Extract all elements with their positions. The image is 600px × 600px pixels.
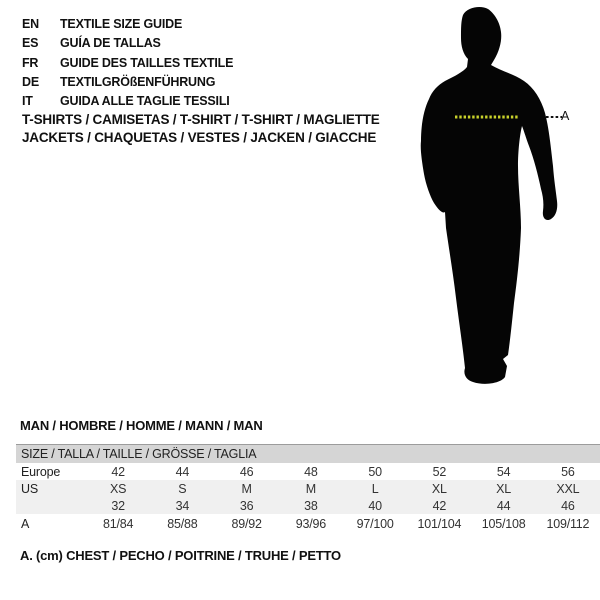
table-cell: 89/92 xyxy=(231,516,262,531)
language-code: FR xyxy=(22,55,39,70)
language-list xyxy=(22,15,233,111)
row-label: A xyxy=(21,516,30,531)
table-row-us-numbers xyxy=(16,497,600,514)
garment-line-jackets: JACKETS / CHAQUETAS / VESTES / JACKEN / GIACCHE xyxy=(22,129,377,145)
section-title-man: MAN / HOMBRE / HOMME / MANN / MAN xyxy=(20,418,263,433)
table-cell: 32 xyxy=(111,498,125,513)
measure-label-a: A xyxy=(561,109,570,123)
table-cell: 50 xyxy=(368,464,382,479)
guide-title: TEXTILE SIZE GUIDE xyxy=(60,17,183,31)
language-code: IT xyxy=(22,94,33,109)
table-cell: 97/100 xyxy=(356,516,394,531)
table-cell: 34 xyxy=(175,498,190,513)
row-label: Europe xyxy=(21,464,61,479)
table-cell: 42 xyxy=(111,464,125,479)
table-cell: 46 xyxy=(239,464,254,479)
table-cell: M xyxy=(305,481,316,496)
table-cell: 52 xyxy=(432,464,447,479)
table-cell: 40 xyxy=(368,498,382,513)
table-cell: 44 xyxy=(496,498,511,513)
table-cell: 56 xyxy=(561,464,575,479)
table-cell: XL xyxy=(496,481,512,496)
table-cell: 105/108 xyxy=(481,516,526,531)
language-row-it xyxy=(22,92,233,111)
language-row-de xyxy=(22,73,233,92)
language-code: EN xyxy=(22,17,39,31)
guide-title: GUÍA DE TALLAS xyxy=(60,36,161,51)
size-table xyxy=(16,444,600,533)
size-table-header: SIZE / TALLA / TAILLE / GRÖSSE / TAGLIA xyxy=(16,444,600,463)
guide-title: GUIDA ALLE TAGLIE TESSILI xyxy=(60,94,230,109)
man-silhouette-figure xyxy=(405,0,600,400)
row-label: US xyxy=(21,481,38,496)
table-cell: L xyxy=(371,481,379,496)
language-row-en xyxy=(22,15,233,34)
guide-title: GUIDE DES TAILLES TEXTILE xyxy=(60,55,234,70)
table-cell: 85/88 xyxy=(167,516,198,531)
table-cell: 46 xyxy=(561,498,575,513)
table-cell: M xyxy=(241,481,252,496)
guide-title: TEXTILGRÖßENFÜHRUNG xyxy=(60,74,216,89)
measurement-footnote: A. (cm) CHEST / PECHO / POITRINE / TRUHE / PETTO xyxy=(20,548,341,563)
language-code: DE xyxy=(22,74,39,89)
table-cell: XXL xyxy=(556,481,580,496)
language-row-fr xyxy=(22,54,233,73)
man-silhouette-shape xyxy=(421,7,558,384)
table-row-europe xyxy=(16,463,600,480)
garment-line-tshirts: T-SHIRTS / CAMISETAS / T-SHIRT / T-SHIRT / MAGLIETTE xyxy=(22,112,380,127)
table-cell: S xyxy=(178,481,187,496)
man-silhouette xyxy=(405,0,600,400)
table-cell: XS xyxy=(109,481,127,496)
table-cell: 109/112 xyxy=(546,516,590,531)
table-cell: 44 xyxy=(175,464,190,479)
table-row-us-letters xyxy=(16,480,600,497)
table-cell: 38 xyxy=(304,498,318,513)
table-row-chest-a xyxy=(16,514,600,533)
table-cell: 48 xyxy=(304,464,318,479)
table-cell: 54 xyxy=(496,464,511,479)
table-cell: 36 xyxy=(239,498,254,513)
table-cell: 101/104 xyxy=(417,516,462,531)
table-cell: 42 xyxy=(432,498,447,513)
language-code: ES xyxy=(22,36,39,51)
table-cell: 93/96 xyxy=(295,516,327,531)
language-row-es xyxy=(22,34,233,53)
garment-categories xyxy=(22,111,380,146)
table-cell: 81/84 xyxy=(102,516,134,531)
table-cell: XL xyxy=(431,481,447,496)
